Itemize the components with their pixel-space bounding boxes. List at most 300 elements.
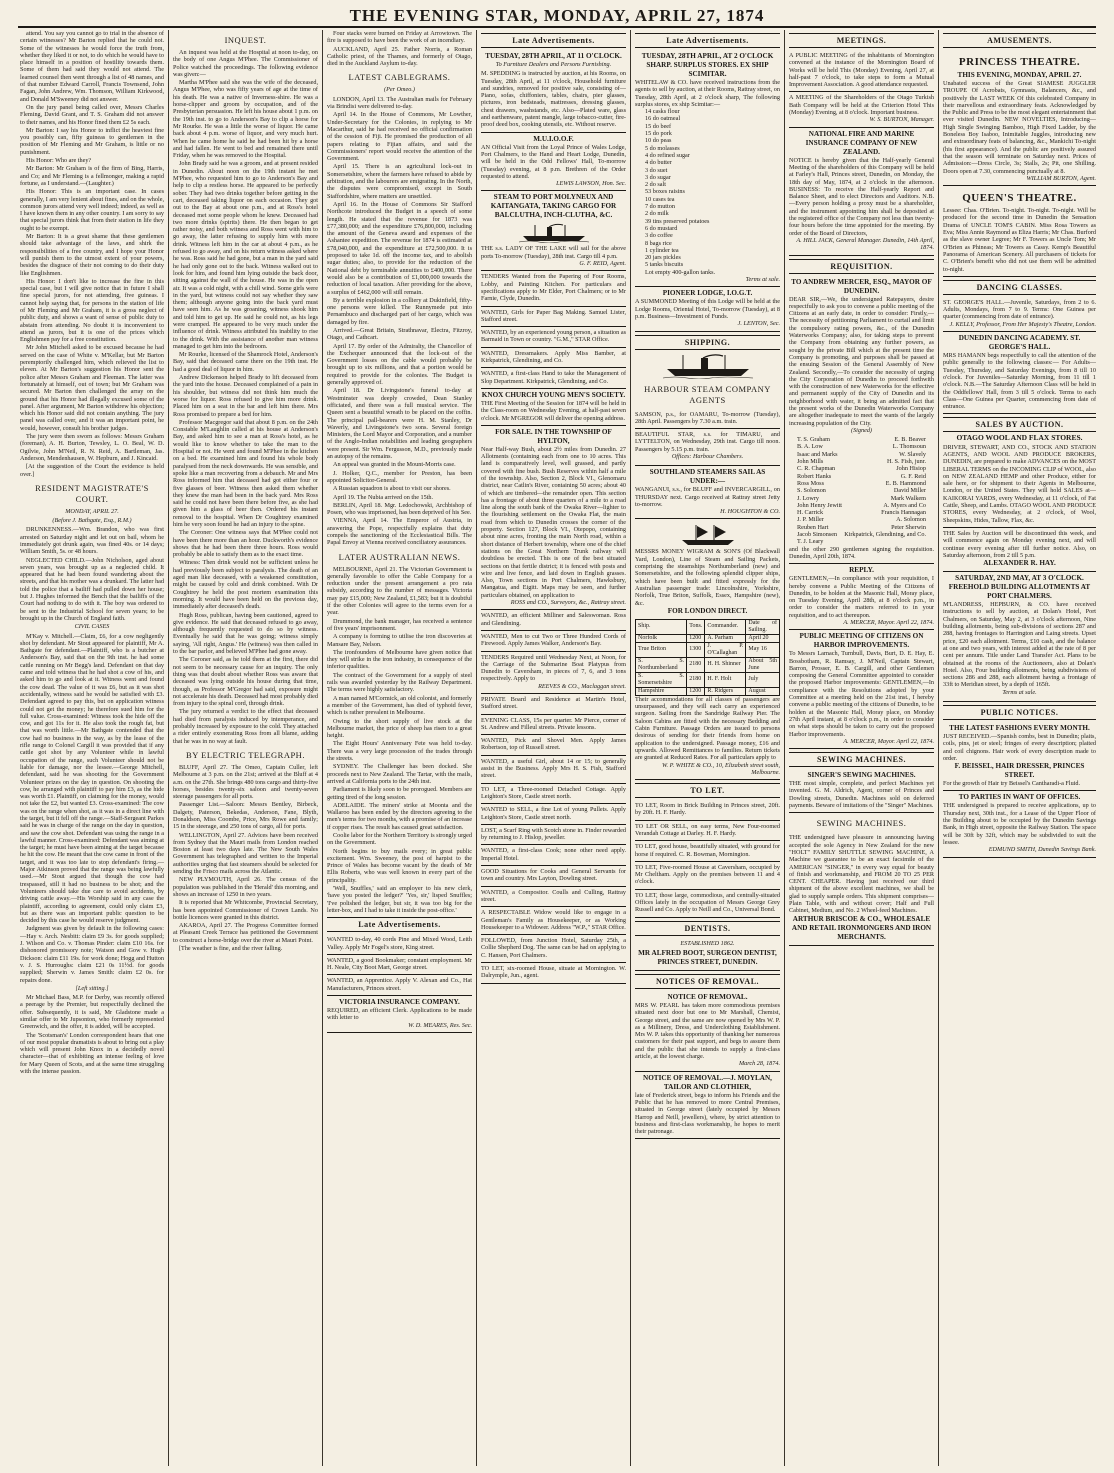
ad-body: TENDERS Wanted from the Papering of Four Rooms, Lobby, and Painting Kitchen. For particulars and specifications apply to Mr Elder, Port Chalmers; or to Mr Farnie, Clyde, Dunedin. [481, 273, 626, 303]
classified-ad [943, 528, 1096, 572]
classified-ad [943, 791, 1096, 857]
section-heading: SALES BY AUCTION. [943, 417, 1096, 432]
classified-ad [635, 991, 780, 1072]
article-paragraph: A Russian squadron is about to visit our shores. [333, 485, 451, 493]
signatory-name: Peter Sherwin [891, 523, 926, 531]
ad-signature: H. HOUGHTON & CO. [720, 508, 780, 516]
classified-ad [481, 191, 626, 271]
stores-list-item: 14 casks flour [645, 108, 680, 116]
classified-ad [943, 332, 1096, 414]
column-rule [322, 30, 323, 1466]
article-paragraph: J. Holker, Q.C., member for Preston, has been appointed Solicitor-General. [327, 469, 472, 484]
ad-body: WANTED to-day, 40 cords Pine and Mixed Wood, Leith Valley. Apply Mr Fogel's store, King street. [327, 936, 472, 951]
classified-ad [327, 975, 472, 996]
signatory-name: E. B. Beaver [894, 436, 926, 444]
classified-ad [943, 297, 1096, 332]
ad-title: FOR SALE. IN THE TOWNSHIP OF HYLTON, [495, 427, 612, 445]
stores-list-item: 39 tins preserved potatoes [645, 217, 710, 225]
ad-signature: Offices: Harbour Chambers. [671, 452, 744, 460]
table-cell: Norfolk [636, 634, 687, 642]
ad-title: M.U.I.O.O.F. [533, 134, 574, 143]
article-paragraph: [The weather is fine, and the river falling. [179, 945, 283, 953]
stores-list-item: 4 do refined sugar [645, 151, 690, 159]
column-7 [943, 30, 1096, 1470]
ad-signature: W. S. BURTON, Manager. [869, 116, 934, 124]
ad-signature: LEWIS LAWSON, Hon. Sec. [556, 180, 626, 188]
ad-body: For the growth of Hair try Beissel's Cantharadi-a Fluid. [943, 780, 1081, 788]
ad-title: TO ANDREW MERCER, ESQ., MAYOR OF DUNEDIN. [791, 277, 932, 295]
ad-body: THE undersigned have pleasure in announcing having accepted the sole Agency in New Zealand for the new "HOLT" FAMILY SHUTTLE SEWING MACHINE, A Machine we guarantee to be an exact facsimile of the AMERICAN "SINGER," in every way equal for beauty of finish and workmanship, and FROM 20 TO 25 PER CENT. CHEAPER. Having just received our third shipment of the above excellent machines, we shall be glad to supply sample orders. This shipment comprises—Plain Table, with and without cover; Half and Full Cabinet, Medium, and No. 2 Wheel-feed Machines. [789, 834, 934, 915]
ad-signature: W. D. MEARES, Res. Sec. [408, 1021, 472, 1029]
classified-ad [635, 466, 780, 519]
section-heading: RESIDENT MAGISTRATE'S COURT. [35, 482, 149, 504]
table-cell: R. Ridgers [705, 687, 746, 695]
signatory-name: H. S. Fish, junr. [886, 458, 926, 466]
ad-signature: ARTHUR BRISCOE & CO., WHOLESALE AND RETAIL IRONMONGERS AND IRON MERCHANTS. [791, 914, 932, 941]
classified-ad [943, 442, 1096, 528]
article-paragraph: WELLINGTON, April 27. Advices have been received from Sydney that the Mauri mails from London reached Boston at least two days late. The New South Wales Government has telegraphed and written to the Imperial authorities urging that fast steamers should be selected for sending the Frisco mails across the Atlantic. [173, 831, 318, 876]
ad-body: and the other 290 gentlemen signing the requisition. Dunedin, April 20th, 1874. [789, 545, 934, 560]
ad-body: WANTED, Girls for Paper Bag Making. Samuel Lister, Stafford street. [481, 308, 626, 323]
article-paragraph: VIENNA, April 14. The Emperor of Austria, in answering the Pope, respectfully explains that duty compels the sanctioning of the Ecclesiastical Bills. The Papal Envoy at Vienna received conciliatory assurances. [327, 517, 472, 547]
signatory-name: W. Slavely [899, 450, 926, 458]
ad-title: DUNEDIN DANCING ACADEMY. ST. GEORGE'S HALL. [958, 334, 1081, 352]
column-rule [630, 30, 631, 1466]
ad-body: WANTED, a first-class Cook; none other need apply. Imperial Hotel. [481, 847, 626, 862]
classified-ad [481, 784, 626, 805]
article-paragraph: Mr Michael Bass, M.P. for Derby, was recently offered a peerage by the Premier, but respectfully declined the offer. Subsequently, it is said, Mr Gladstone made a similar offer to Mr Jupsonton, who formerly represented Greenwich, and the offer, it is added, will be accepted. [20, 994, 164, 1031]
classified-ad [789, 769, 934, 813]
article-paragraph: His Honor: Who are they? [26, 157, 92, 165]
section-heading: LATER AUSTRALIAN NEWS. [338, 551, 461, 562]
signatory-name: G. F. Reid [900, 472, 926, 480]
table-cell: 1200 [687, 634, 705, 642]
classified-ad [635, 429, 780, 466]
article-paragraph: Professor Macgregor said that about 8 p.m. on the 24th Constable M'Laughlin called at his house at Anderson's Bay, and asked him to see a man at Ross's hotel, as he would like to know whether to take the man to the Hospital or not. He went and found M'Phee in the kitchen on a bed. He examined him and found his whole body paralysed from the neck downwards. He was sensible, and spoke like a man recovering from a debauch. Mr and Mrs Ross informed him that deceased had got either four or five glasses of beer. Witness then asked them whether they knew the man had been in the back yard. Mrs Ross said he could not have been there before five, as she had given him a glass of beer then. Ordered his instant removal to the hospital. When Dr Coughtrey examined him he very soon found he had an injury to the spine. [173, 418, 318, 528]
table-cell: 2180 [687, 657, 705, 672]
article-paragraph: AKAROA, April 27. The Progress Committee formed at Pleasant Creek Terrace has petitioned the Government to construct a horse-bridge over the river at Mauri Point. [173, 922, 318, 944]
stores-list-item: 3 do suet [645, 166, 668, 174]
stores-list-item: Lot empty 400-gallon tanks. [645, 268, 716, 276]
signatory-name: T. S. Graham [797, 436, 830, 444]
article-paragraph: The Coroner: One witness says that M'Phee could not have been there more than an hour. Duckworth's evidence shows that he had been there three hours. Ross would probably be able to satisfy them as to the exact time. [173, 529, 318, 559]
ad-body: MRS HAMANN begs respectfully to call the attention of the public generally to the following classes:— For Adults—Tuesday, Thursday, and Saturday Evenings, from 8 till 10 o'clock. For Juveniles—Saturday Morning, from 11 till 1 o'clock. N.B.—The Saturday Afternoon Class will be held in the Oddfellows' Hall, from 3 till 5 o'clock. Terms to each Class—One Guinea per Quarter, commencing from date of entrance. [943, 352, 1096, 411]
signatory-name: Francis Hannagan [881, 509, 926, 517]
ad-body: WANTED, a good Bookmaker; constant employment. Mr H. Neale, City Boot Mart, George street. [327, 956, 472, 972]
signatory-name: Isaac and Marks [797, 450, 838, 458]
stores-list-item: 16 do oatmeal [645, 115, 681, 123]
signatory-row [789, 480, 934, 487]
classified-ad [327, 955, 472, 976]
classified-ad [481, 327, 626, 348]
section-heading: Late Advertisements. [327, 917, 472, 932]
article-paragraph: April 15. There is an agricultural lock-out in Somersetshire, where the farmers have refused to abide by arbitration, and the labourers are emigrating. In the North, the disputes were compromised, except in South Staffordshire, where matters are unsettled. [327, 163, 472, 200]
signatory-name: John Mills [797, 458, 824, 466]
classified-ad [481, 652, 626, 694]
signatory-name: L. Thomsoun [892, 443, 926, 451]
column-rule [784, 30, 785, 1466]
ad-body: A MEETING of the Shareholders of the Otago Turkish Bath Company will be held at the Criterion Hotel This (Monday) Evening, at 8 o'clock. Important business. [789, 94, 934, 117]
classified-ad [327, 934, 472, 955]
signatory-name: C. R. Chapman [797, 465, 836, 473]
table-header [636, 619, 780, 634]
classified-ad [943, 722, 1096, 791]
ad-body: FOLLOWED, from Junction Hotel, Saturday 25th, a Collie Shepherd Dog. The same can be had on applying to C. Hansen, Port Chalmers. [481, 937, 626, 959]
ad-body: TENDERS Required until Wednesday Next, at Noon, for the Carriage of the Submarine Boat Platypus from Dunedin to Caversham, in pieces of 7, 6, and 3 tons respectively. Apply to [481, 653, 626, 683]
section-heading: DANCING CLASSES. [943, 280, 1096, 295]
ad-body: M. SPEDDING is instructed by auction, at his Rooms, on Tuesday, 28th April, at 11 o'clock, Household furniture and sundries, removed for positive sale, consisting of—Piano, sofas, chiffoniers, tables, chairs, pier glasses, pictures, iron bedsteads, mattresses, dressing glasses, chest drawers, washstands, etc. Also—Plated ware, glass and earthenware, patent mangle, large tobacco-cutter, fire-proof deed box, cooking utensils, etc. Without reserve. [481, 70, 626, 129]
article-paragraph: By a terrible explosion in a colliery at Dukinfield, fifty-one persons were killed. The Runnymede put into Pernambuco and discharged part of her cargo, which was damaged by fire. [327, 296, 472, 326]
table-cell: About 5th June [746, 657, 780, 672]
section-subheading: MONDAY, APRIL 27. [65, 507, 119, 515]
signatory-name: E. B. Hammond [885, 479, 926, 487]
article-paragraph: NEGLECTED CHILD.—John Nicholson, aged about seven years, was brought up as a neglected child. It appeared that he had been found wandering about the streets, and that his mother was a drunkard. The latter had told the police that a bailiff had pulled down her house; but J. Hughes informed the Bench that the bailiffs of the Court had nothing to do with it. The boy was ordered to be sent to the Industrial School for seven years; to be brought up in the Church of England faith. [20, 556, 164, 622]
classified-ad [327, 996, 472, 1033]
ad-signature: Terms at sale. [745, 276, 780, 284]
section-heading: TO LET. [635, 783, 780, 798]
signatory-name: John Henry Jewitt [797, 501, 843, 509]
ad-title: NOTICE OF REMOVAL. [667, 992, 748, 1001]
classified-ad [481, 887, 626, 908]
article-paragraph: An inquest was held at the Hospital at noon to-day, on the body of one Angus M'Phee. The Commissioner of Police watched the proceedings. The following evidence was given:— [173, 49, 318, 78]
ad-body: Lessee: Chas. O'Brien. To-night. To-night. To-night. Will be produced for the second time in Dunedin the Sensation Drama of UNCLE TOM'S CABIN. Miss Rosa Towers as Eva; Miss Annie Raymond as Eliza Harris; Mr Chas. Burford as the slave owner Legree; Mr F. Towers as Uncle Tom; Mr O'Brien as Phineas; Mr Towers as Cassy. Kemp's Beautiful Panorama of American Scenery. All purchasers of tickets for C. O'Brien's benefit who did not use them will be admitted to-night. [943, 207, 1096, 273]
stores-list-item: 1 cylinder tea [645, 246, 679, 254]
article-paragraph: His Honor: This is an important case. In cases generally, I am very lenient about fines, and on the whole, common jurors attend very well indeed; indeed, as well as I have known them in any other country. I am sorry to say that special jurors think that from their station in life they ought to be exempt. [20, 188, 164, 232]
stores-list-item: 10 cases tea [645, 195, 675, 203]
ad-body: WANTED, Men to cut Two or Three Hundred Cords of Firewood. Apply James Walker, Anderson's Bay. [481, 632, 626, 648]
ad-body: A SUMMONED Meeting of this Lodge will be held at the Lodge Rooms, Oriental Hotel, To-morrow (Tuesday), at 8 p.m. Business—Investment of Funds. [635, 298, 780, 320]
signatory-row [789, 495, 934, 502]
stores-list-item: 4 do butter [645, 159, 672, 167]
stores-list-item: 15 do pork [645, 130, 672, 138]
ad-body: WHITELAW & CO. have received instructions from the agents to sell by auction, at their Rooms, Rattray street, on Tuesday, 28th April, at 2 o'clock sharp, The following surplus stores, ex ship Scimitar:— [635, 79, 780, 108]
classified-ad [481, 631, 626, 652]
classified-ad [481, 307, 626, 328]
section-heading: SEWING MACHINES. [816, 818, 907, 829]
ad-body: TO LET, a Three-roomed Detached Cottage. Apply Leighton's Store, Castle street north. [481, 785, 626, 800]
classified-ad [943, 50, 1096, 186]
table-cell: May 16 [746, 642, 780, 657]
article-paragraph: Mr Barton: I say his Honor to inflict the heaviest fine you possibly can, fifty guineas to gentlemen in the position of Mr Fleming and Mr Graham, is little or no punishment. [20, 126, 164, 156]
ad-signed-label: (Signed) [851, 426, 872, 434]
article-paragraph: Hugh Ross, publican, having been cautioned, agreed to give evidence. He said that deceased refused to go away, although frequently requested to do so by witness. Eventually he said that he was going; witness simply saying, 'All right, Angus.' He (witness) was then called in to the bar parlor, and believed M'Phee had gone away. [173, 611, 318, 656]
stores-list-item: 53 boxes raisins [645, 188, 685, 196]
article-paragraph: 'Well, Snuffles,' said an employer to his new clerk, 'have you posted the ledger?' 'Yes, sir,' lisped Snuffles; 'I've polished the ledger, but sir, it was too big for the letter-box, and I had to take it inside the post-office.' [327, 885, 472, 914]
ad-signature: March 28, 1874. [738, 1060, 780, 1068]
classified-ad [635, 800, 780, 821]
table-header-cell: Commander. [705, 619, 746, 634]
steamship-icon [519, 223, 589, 243]
ad-body: A RESPECTABLE Widow would like to engage in a Gentleman's Family as Housekeeper, or as Working Housekeeper to a Widower. Address "W.P.," STAR Office. [481, 909, 626, 931]
table-cell: 2180 [687, 672, 705, 687]
article-paragraph: On the jury panel being called over, Messrs Charles Fleming, David Grant, and T. S. Graham did not answer to their names, and his Honor fined them £2 5s each. [20, 103, 164, 126]
masthead [18, 4, 1096, 28]
ad-signature: A. MERCER, Mayor. April 22, 1874. [843, 619, 934, 626]
article-paragraph: ADELAIDE. The miners' strike at Moonta and the Wallaroo has been ended by the directors agreeing to the men's terms for two months, with a promise of an increase if copper rises. The result has caused great satisfaction. [327, 801, 472, 831]
section-subheading: [Left sitting.] [75, 984, 109, 992]
ad-title: MR ALFRED BOOT, SURGEON DENTIST, PRINCES STREET, DUNEDIN. [638, 948, 777, 966]
ad-body: TO LET, those large, commodious, and centrally-situated Offices lately in the occupation of Messrs George Grey Russell and Co. Apply to Neill and Co., Universal Bond. [635, 891, 780, 914]
stores-list-item: 10 do peas [645, 137, 672, 145]
article-paragraph: A company is forming to utilise the iron discoveries at Mansare Bay, Nelson. [327, 633, 472, 648]
article-paragraph: It is reported that Mr Whitcombe, Provincial Secretary, has been appointed Commissioner of Crown Lands. No bottle licences were granted in this district. [173, 899, 318, 921]
signatory-name: A. Solomon [896, 516, 926, 524]
table-row [636, 657, 780, 672]
signatory-row [789, 509, 934, 516]
ad-body: Their accommodations for all classes of passengers are unsurpassed, and they will each carry an experienced surgeon. Sailing from the Sandridge Railway Pier. The Saloon Cabins are fitted with the necessary Bedding and Cabin Furniture. Passage Orders are issued to persons desirous of sending for their friends from home on application to the undersigned. Passage money, £16 and upwards. Allowed Remittances to families. Return tickets are granted at Reduced Rates. For all particulars apply to [635, 695, 780, 762]
table-row [636, 687, 780, 695]
signatory-name: T. J. Leary [797, 538, 824, 546]
ad-signature: F. BEISSEL, HAIR DRESSER, PRINCES STREET. [954, 762, 1085, 780]
ad-signature: A. HILL JACK, General Manager. Dunedin, 14th April, 1874. [796, 236, 934, 252]
signatory-name: J. P. Miller [797, 516, 824, 524]
classified-ad [635, 1072, 780, 1140]
column-6 [789, 30, 934, 1470]
signatory-row [789, 516, 934, 523]
column-rule [938, 30, 939, 1466]
table-cell: 1300 [687, 642, 705, 657]
ad-signature: REEVES & CO., Maclaggan street. [538, 682, 626, 690]
article-paragraph: SYDNEY. The Challenger has been docked. She proceeds next to New Zealand. The Tartar, with the mails, arrived at California ports to the 24th inst. [327, 763, 472, 785]
signatory-row [789, 443, 934, 450]
stores-list-item: 2 do milk [645, 210, 669, 218]
article-paragraph: Andrew Dickenson helped Brady to lift deceased from the yard into the house. Deceased complained of a pain in his shoulder, but witness did not think him much the worse for liquor. Ross refused to give him more drink. Placed him on a seat in the bar and left him there. Mrs Ross promised to prepare a bed for him. [173, 374, 318, 418]
article-paragraph: The contract of the Government for a supply of steel rails was awarded yesterday by the Railway Department. The terms were highly satisfactory. [327, 671, 472, 694]
article-paragraph: AUCKLAND, April 25. Father Norris, a Roman Catholic priest, of the Thames, and formerly of Otago, died in the Auckland Asylum to-day. [327, 45, 472, 68]
ad-title: FOR LONDON DIRECT. [667, 606, 748, 615]
article-paragraph: An appeal was granted in the Mount-Morris case. [333, 461, 456, 469]
classified-ad [943, 572, 1096, 702]
classified-ad [481, 935, 626, 963]
article-paragraph: Witness: Then drink would not be sufficient unless he had previously been subject to paralysis. The death of an aged man like deceased, with a weakened constitution, might be caused by cold and drink combined. With Dr Coughtrey he held the post mortem examination this morning. It would have been held on the previous day, immediately after deceased's death. [173, 559, 318, 611]
ad-body: WANGANUI, s.s., for BLUFF and INVERCARGILL, on THURSDAY next. Cargo received at Rattray street Jetty to-morrow. [635, 486, 780, 508]
ad-title: STEAM TO PORT MOLYNEUX AND KAITANGATA, TAKING CARGO FOR BALCLUTHA, INCH-CLUTHA, &C. [490, 193, 617, 220]
classified-ad [481, 907, 626, 935]
stores-list-item: 20 jars pickles [645, 254, 681, 262]
section-heading: Late Advertisements. [481, 33, 626, 48]
ad-signature: ROSS and CO., Surveyors, &c., Rattray street. [510, 599, 626, 607]
ad-body: THE Sales by Auction will be discontinued this week, and will commence again on Monday evening next, and will continue every evening after till further notice. Also, on Saturday afternoon, from 2 till 5 p.m. [943, 529, 1096, 559]
classified-ad [481, 735, 626, 756]
article-paragraph: The ironfounders of Melbourne have given notice that they will strike in the iron industry, in consequence of the inferior qualities. [327, 648, 472, 671]
article-paragraph: Mr Rourke, licensed of the Shamrock Hotel, Anderson's Bay, said that deceased came there on the 19th inst. He had a good deal of liquor in him. [173, 351, 318, 373]
classified-ad [481, 825, 626, 846]
column-rule [476, 30, 477, 1466]
ad-title: QUEEN'S THEATRE. [962, 192, 1077, 205]
classified-ad [789, 50, 934, 92]
ad-subtitle: To Furniture Dealers and Persons Furnishing. [495, 61, 612, 68]
ad-body: WANTED, Dressmakers. Apply Miss Bamber, at Kirkpatrick, Glendining, and Co. [481, 349, 626, 365]
column-4 [481, 30, 626, 1470]
column-rule [168, 30, 169, 1466]
classified-ad [635, 519, 780, 780]
column-1 [20, 30, 164, 1470]
section-heading: SEWING MACHINES. [789, 752, 934, 767]
ad-subtitle: THIS EVENING, MONDAY, APRIL 27. [957, 71, 1082, 79]
ad-body: WANTED, Pick and Shovel Men. Apply James Robertson, top of Russell street. [481, 737, 626, 752]
stores-list-item: 6 do mustard [645, 224, 678, 232]
table-cell: J. P. O'Callaghan [705, 642, 746, 657]
ad-body: DEAR SIR,—We, the undersigned Ratepayers, desire respectfully to ask you to convene a public meeting of the Citizens at an early date, in order to consider: Firstly,—The necessity of petitioning Parliament to curtail and limit the compulsory rating powers, &c., of the Dunedin Waterworks Company; also, for taking steps to prevent the Company from obtaining any further powers, as sought by the private Bill which at the present time the Company is promoting, and purposes shall be passed at the ensuing Session of the General Assembly of New Zealand. Secondly,—To consider the necessity of urging the City Corporation of Dunedin to proceed forthwith with the construction of new Waterworks for the effective and permanent supply of the City of Dunedin and its neighborhood with water, it being an admitted fact that the present works of the Dunedin Waterworks Company are altogether inadequate to meet the wants of the largely increasing population of the City. [789, 295, 934, 427]
table-row [636, 672, 780, 687]
ad-body: A PUBLIC MEETING of the inhabitants of Mornington convened at the instance of the Mornington Board of Works will be held This (Monday) Evening, April 27, at half-past 7 o'clock, to take steps to form a Mutual Improvement Association. A good attendance requested. [789, 52, 934, 89]
ad-signature: G. F. REID, Agent. [579, 260, 626, 268]
ad-body: TO LET, Room in Brick Building in Princes street, 20ft. by 20ft. H. F. Hardy. [635, 802, 780, 817]
classified-ad [789, 276, 934, 565]
classified-ad [943, 186, 1096, 277]
signatory-name: David Miller [893, 487, 926, 495]
ad-title: KNOX CHURCH YOUNG MEN'S SOCIETY. [481, 390, 626, 399]
signatory-name: Reuben Hart [797, 523, 829, 531]
ad-body: WANTED, an Apprentice. Apply V. Alexan and Co., Hat Manufacturers, Princes street. [327, 977, 472, 992]
section-heading: MEETINGS. [789, 33, 934, 48]
ad-body: TO LET, Five-roomed House at Caversham, occupied by Mr Cheltham. Apply on the premises between 11 and 4 o'clock. [635, 863, 780, 886]
ad-body: SAMSON, p.s., for OAMARU, To-morrow (Tuesday), 28th April. Passengers by 7.30 a.m. train. [635, 410, 780, 425]
ad-signature: J. KELLY, Professor, From Her Majesty's Theatre, London. [949, 320, 1096, 328]
ad-body: THE most simple, complete, and perfect Machines yet invented. G. M. Aldrich, Agent, corner of Princes and Dowling streets, Dunedin. Machines sold on deferred payments. Beware of imitations of the "Singer" Machines. [789, 780, 934, 810]
classified-ad [635, 50, 780, 287]
classified-ad [481, 426, 626, 611]
classified-ad [789, 832, 934, 945]
table-cell: H. H. Shinner [705, 657, 746, 672]
classified-ad [481, 610, 626, 631]
stores-list-item: 15 do beef [645, 122, 672, 130]
signatory-row [789, 465, 934, 472]
classified-ad [789, 630, 934, 749]
classified-ad [481, 50, 626, 133]
classified-ad [481, 756, 626, 784]
signatory-name: Kirkpatrick, Glendining, and Co. [844, 531, 926, 539]
table-cell: Hampshire [636, 687, 687, 695]
section-heading: DENTISTS. [635, 921, 780, 936]
article-paragraph: April 18. Dr Livingstone's funeral to-day at Westminster was deeply crowded, Dean Stanley officiated, and there was a full musical service. The Queen sent a beautiful wreath to be placed on the coffin. The principal pall-bearers were H. M. Stanley, Dr Waverly, and Livingstone's two sons. Several foreign Ministers, the Lord Mayor and Corporation, and a number of the Anglo-Indian notabilities and leading geographers were present. Sir Wm. Fergusson, M.D., previously made an autopsy of the remains. [327, 387, 472, 461]
article-paragraph: Mr Barton: It is a great shame that these gentlemen should take advantage of the laws, and shirk the responsibilities of a free country, and I hope your Honor will punish them to the utmost extent of your powers, besides the disgrace of their not coming to do their duty like Englishmen. [20, 233, 164, 277]
article-paragraph: Judgment was given by default in the following cases:—Hay v. Arch. Nesbitt: claim £9 3s. for goods supplied; J. Wilson and Co. v. Thomas Pinder: claim £10 16s. for dishonored promissory note; Watson and Gow v. Hugh Dickson: claim £11 19s. for work done; Hogg and Hutton v. J. S. Hurroughs: claim £21 0s 11½d. for goods supplied; Sherwin v. James Smith: claim £2 0s. for repairs done. [20, 925, 164, 984]
classified-ad [789, 92, 934, 127]
ad-title: TUESDAY, 28TH APRIL, AT 11 O'CLOCK. [485, 52, 622, 60]
ad-body: AN Official Visit from the Loyal Prince of Wales Lodge, Port Chalmers, to the Hand and Heart Lodge, Dunedin, will be held in the Odd Fellows' Hall, To-morrow (Tuesday) evening, at 8 p.m. Brethren of the Order requested to attend. [481, 143, 626, 180]
article-paragraph: Mr John Mitchell asked to be excused because he had served on the case of White v. M'Kellar, but Mr Barton peremptorily challenged him, which relieved the list to eleven. At Mr Barton's suggestion his Honor sent the police after Messrs Graham and Fleeman. The latter was fortunately at himself, out of town; but Mr Graham was secured. Mr Barton then challenged the array on the ground that his Honor had illegally excused some of the panel. After argument, Mr Barton withdrew his objection; which his Honor said did not contain anything. The jury panel was called over, and it was an important point, he would, however, consult his brother judges. [20, 344, 164, 432]
article-paragraph: Martha M'Phee said she was the wife of the deceased, Angus M'Phee, who was fifty years of age at the time of his death. He was a native of Inverness-shire. He was a horse-clipper and groom by occupation, and of the Presbyterian persuasion. He left his house about 1 p.m. on the 19th inst. to go to Anderson's Bay to clip a horse for Mr Rourke. He was a little the worse of liquor. He came back about 4 p.m. worse of liquor, and very much hurt. When he came home he said he had been hit by a horse and had fallen. He went to bed and remained there until Friday, when he was removed to the Hospital. [173, 79, 318, 160]
table-header-cell: Date of Sailing. [746, 619, 780, 634]
signatory-row [789, 458, 934, 465]
classified-ad [635, 890, 780, 918]
section-heading: BY ELECTRIC TELEGRAPH. [186, 749, 305, 760]
classified-ad [481, 804, 626, 825]
article-paragraph: April 19. The Nubia arrived on the 15th. [333, 493, 434, 501]
ad-signature: Terms at sale. [1002, 688, 1037, 696]
ad-body: THE undersigned is prepared to receive applications, up to Thursday next, 30th inst., for a Lease of the Upper Floor of the Building about to be occupied by the Dunedin Savings Bank, in High street, opposite the Railway Station. The space will be 30ft by 32ft, which may be subdivided to suit the lessee. [943, 802, 1096, 846]
ad-title: TUESDAY, 28TH APRIL, AT 2 O'CLOCK SHARP. SURPLUS STORES. EX SHIP SCIMITAR. [641, 52, 774, 78]
ad-body: REQUIRED, an efficient Clerk. Applications to be made with letter to [327, 1007, 472, 1022]
article-paragraph: Four stacks were burned on Friday at Arrowtown. The fire is supposed to have been the work of an incendiary. [327, 30, 472, 45]
signatory-row [789, 451, 934, 458]
ad-body: Unabated success of the Great SIAMESE JUGGLER TROUPE Of Acrobats, Gymnasts, Balancers, &c., and positively the LAST WEEK Of this celebrated Company in their marvellous and extraordinary feats. Acknowledged by the Public and Press to be the most elegant entertainment that ever visited Dunedin. NEW NOVELTIES, Introducing—High Single Swinging Bamboo, High Fixed Ladder, by the Boneless Boy Isaboo, Inimitable Juggles, introducing new and extraordinary feats of balancing, &c., Mankichi To-night (his first appearance). And the public are positively assured that the season will terminate on Saturday next. Prices of Admission:—Dress Circle, 3s; Stalls, 2s; Pit, one Shilling. Doors open at 7.30, commencing punctually at 8. [943, 80, 1096, 175]
ad-title: PUBLIC MEETING OF CITIZENS ON HARBOR IMPROVEMENTS. [799, 632, 924, 650]
table-cell: H. F. Holt [705, 672, 746, 687]
stores-list-item: 3 do sugar [645, 173, 671, 181]
ad-title: VICTORIA INSURANCE COMPANY. [339, 998, 460, 1007]
section-heading: REQUISITION. [789, 259, 934, 274]
ad-body: TO LET OR SELL, on easy terms, New Four-roomed Verandah Cottage at Darley. H. F. Hardy. [635, 822, 780, 837]
ad-body: EVENING CLASS, 15s per quarter. Mr Pierce, corner of St. Andrew and Filleul streets. Private lessons. [481, 716, 626, 731]
table-cell: April 20 [746, 634, 780, 642]
article-paragraph: His Honor: I don't like to increase the fine in this special case, but I will give notice that in future I shall fine special jurors, for not attending, five guineas. I cannot help saying that, for persons in the station of life of Mr Fleming and Mr Graham, it is a gross neglect of public duty, and shows a want of sense of public duty to abstain from attending. No doubt it is inconvenient to attend as jurors, but it is one of the prices which Englishmen pay for a free constitution. [20, 277, 164, 344]
article-paragraph: [At the suggestion of the Court the evidence is held over.] [20, 463, 164, 478]
article-paragraph: Mr Barton: Mr Graham is of the firm of Bing, Harris, and Co; and Mr Fleming is a fellmonger, making a rapid fortune, as I understand.—(Laughter.) [20, 165, 164, 187]
article-paragraph: attend. You say you cannot go to trial in the absence of certain witnesses? Mr Barton replied that he could not. Some of the witnesses he would force the truth from, whether they liked it or not, to do which he would have to place himself in a position of hostility towards them. Some of them had said they would not attend. The learned counsel then went through a list of 48 names, and of that number Edward Carroll, Francis Townsend, John Fagan, John Andrew, Wm. Thomson, William Kirkwood, and Donald M'Sweeney did not answer. [20, 30, 164, 103]
table-row [636, 634, 780, 642]
ad-body: PRIVATE Board and Residence at Martin's Hotel, Stafford street. [481, 696, 626, 711]
article-paragraph: April 14. In the House of Commons, Mr Lowther, Under-Secretary for the Colonies, in replying to Mr Macarthur, said he had received no official confirmation of the cession of Fiji. He promised the production of all papers relating to Fijian affairs, and said the Commissioners' report would receive the attention of the Government. [327, 111, 472, 163]
ad-signature: J. LENTON, Sec. [737, 320, 780, 328]
article-paragraph: LONDON, April 13. The Australian mails for February via Brindisi were delivered to-day. [327, 95, 472, 111]
classified-ad [481, 963, 626, 984]
section-heading: AMUSEMENTS. [943, 33, 1096, 48]
ad-body: TO LET, six-roomed House, situate at Mornington. W. Dalrymple, Jun., agent. [481, 965, 626, 980]
table-cell: True Briton [636, 642, 687, 657]
article-paragraph: Passenger List.—Saloon: Messrs Bentley, Birbeck, Dalgety, Paterson, Bekedas, Anderson, Fane, Blyth, Donaldson, Miss Coombe, Price, Mrs Rowe and family; 15 in the steerage, and 250 tons of cargo, all for ports. [173, 801, 318, 831]
section-heading: SHIPPING. [635, 335, 780, 350]
table-row [636, 642, 780, 657]
ad-title: REPLY. [849, 566, 874, 575]
stores-list-item: 8 bags rice [645, 239, 672, 247]
article-paragraph: MELBOURNE, April 21. The Victorian Government is generally favorable to offer the Cable Company for a reduction under the present arrangement a pro rata subsidy, according to the number of messages. Victoria may pay £15,000; New Zealand, £1,583; but it is doubtful if the other Colonies will agree to the terms even for a year. [327, 565, 472, 617]
article-paragraph: North begins to buy mails every; in great public excitement. Wm. Sweeney, the post of harpist to the Prince of Wales has become vacant by the death of Mr Ellis Roberts, who was well known in every part of the principality. [327, 847, 472, 884]
signatory-name: H. Carrick [797, 509, 824, 517]
article-paragraph: The jury returned a verdict to the effect that deceased had died from paralysis induced by intemperance, and probably increased by exposure to the cold. They attached a rider entirely exonerating Ross from all blame, adding that he was in no way at fault. [173, 708, 318, 745]
signatory-row [789, 487, 934, 494]
classified-ad [481, 694, 626, 715]
section-heading: LATEST CABLEGRAMS. [348, 72, 451, 83]
stores-list-item: 5 tanks biscuits [645, 261, 684, 269]
signatory-name: S. Solomon [797, 487, 826, 495]
article-paragraph: The jury were then sworn as follows: Messrs Graham (foreman), A. H. Burton, Tewsley, L. O. Beal, W. D. Ogilvie, John M'Neil, R. N. Reid, A. Bartleman, Jas. Anderson, Mendenhausen, W. Hepburn, and J. Kincaid. [20, 433, 164, 462]
ad-title: SATURDAY, 2ND MAY, AT 3 O'CLOCK. [955, 574, 1084, 583]
classified-ad [635, 938, 780, 971]
ad-body: WANTED, a useful Girl, about 14 or 15; to generally assist in the Business. Apply Mrs H. S. Fish, Stafford street. [481, 757, 626, 780]
ad-subtitle: ESTABLISHED 1862. [680, 939, 735, 947]
ad-body: THE s.s. LADY OF THE LAKE will sail for the above ports To-morrow (Tuesday), 28th inst. Cargo till 4 p.m. [481, 245, 626, 260]
ad-body: WANTED, a Compositor. Coulls and Culling, Rattray street. [481, 888, 626, 903]
classified-ad [481, 389, 626, 426]
ad-body: WANTED, by an experienced young person, a situation as Barmaid in Town or country. "G.M.," STAR Office. [481, 329, 626, 344]
stores-list-item: 5 do molasses [645, 144, 680, 152]
stores-list-item: 2 do salt [645, 181, 666, 189]
ad-body: WANTED, a first-class Hand to take the Management of Slop Department. Kirkpatrick, Glendining, and Co. [481, 370, 626, 385]
ad-body: GENTLEMEN,—In compliance with your requisition, I hereby convene a Public Meeting of the Citizens of Dunedin, to be holden at the Masonic Hall, Moray place, on Tuesday Evening, April 28th, at 8 o'clock p.m., in order to consider the matters referred to in your requisition, and to act thereupon. [789, 575, 934, 619]
ad-body: THE First Meeting of the Session for 1874 will be held in the Class-room on Wednesday Evening, at half-past seven o'clock. Mr M'GREGOR will deliver the opening address. [481, 399, 626, 422]
sailings-table [635, 619, 780, 696]
classified-ad [635, 841, 780, 862]
ad-title: PIONEER LODGE, I.O.G.T. [662, 289, 753, 298]
article-paragraph: Owing to the short supply of live stock at the Melbourne market, the price of sheep has risen to a great height. [327, 717, 472, 740]
ad-body: WANTED to SELL, a fine Lot of young Pullets. Apply Leighton's Store, Castle street north. [481, 806, 626, 821]
ad-body: late of Frederick street, begs to inform his Friends and the Public that he has removed to more Central Premises, situated in George street (lately occupied by Messrs Harrop and Neill, jewellers), where, by strict attention to business and first-class workmanship, he hopes to merit their patronage. [635, 1091, 780, 1136]
stores-list-item: 3 do coffee [645, 232, 673, 240]
classified-ad [635, 821, 780, 842]
sailing-ship-icon [678, 524, 738, 546]
ad-body: M'LANDRESS, HEPBURN, & CO. have received instructions to sell by auction, at Dolan's Hotel, Port Chalmers, on Saturday, May 2, at 3 o'clock afternoon, Nine building allotments, being sub-divisions of sections 287 and 288, having frontages to Harrington and Laing streets. Upset price, £20 each allotment. Terms, £10 cash, and the balance at one and two years, with interest added at the rate of 8 per cent per annum. Title under Land Transfer Act. Plans to be obtained at the rooms of the Auctioneers, also at Dolan's Hotel. Also, Four building allotments, being subdivisions of sections 286 and 288, each allotment having a frontage of 33ft to Meridian street, by a depth of 165ft. [943, 601, 1096, 689]
table-cell: 1200 [687, 687, 705, 695]
table-cell: S. S. Northumberland [636, 657, 687, 672]
ad-body: GOOD Situations for Cooks and General Servants for town and country. Mrs Layton, Dowling street. [481, 868, 626, 883]
ad-body: DRIVER, STEWART, AND CO., STOCK AND STATION AGENTS, AND WOOL AND PRODUCE BROKERS, DUNEDIN, are prepared to make ADVANCES on the MOST LIBERAL TERMS on the INCOMING CLIP of WOOL, also on NEW ZEALAND HEMP and other Produce, either for sale here, or for shipment to their Agents in Melbourne, London, or the United States. They will hold SALES at—KAIKORAI YARDS, every Wednesday, at 11 o'clock, of Fat Cattle, Sheep, and Lambs. OTAGO WOOL AND PRODUCE STORES, every Wednesday, at 2 o'clock, of Wool, Sheepskins, Hides, Tallow, Flax, &c. [943, 443, 1096, 524]
signatory-row [789, 538, 934, 545]
ad-body: Near Half-way Bush, about 2½ miles from Dunedin. 27 Allotments (containing each from one to 10 acres. This land is comparatively level, well grassed, and partly covered with fine bush. Bush Reserves within half a mile of the township. Also, Section 2, Block VI., Glenomaru district, near Catlin's River, containing 50 acres; about 40 of which are timbered—the remainder open. This section has a frontage of about three quarters of a mile to a road line along the south bank of the Owaka River—lighter to the flourishing settlement on the Owaka Flat, the main road from which to Dunedin crosses the corner of the property. Section 127, Block VI., Otepopo, containing about nine acres, fronting the main North road, within a short distance of Herbert township, where one of the chief stations on the Great Northern Trunk railway will doubtless be erected. This is one of the best situated sections on that fertile district; it is fenced with posts and wire and live fence, and laid down in English grasses. Also, Town sections in Port Chalmers, Hawksbury, Mangatua, and Eigitt. Maps may be seen, and further particulars obtained, on application to [481, 445, 626, 599]
article-paragraph: NEW PLYMOUTH, April 26. The census of the population was published in the 'Herald' this morning, and shows an increase of 1250 in two years. [173, 876, 318, 898]
signatory-name: A. Myers and Co [883, 501, 926, 509]
